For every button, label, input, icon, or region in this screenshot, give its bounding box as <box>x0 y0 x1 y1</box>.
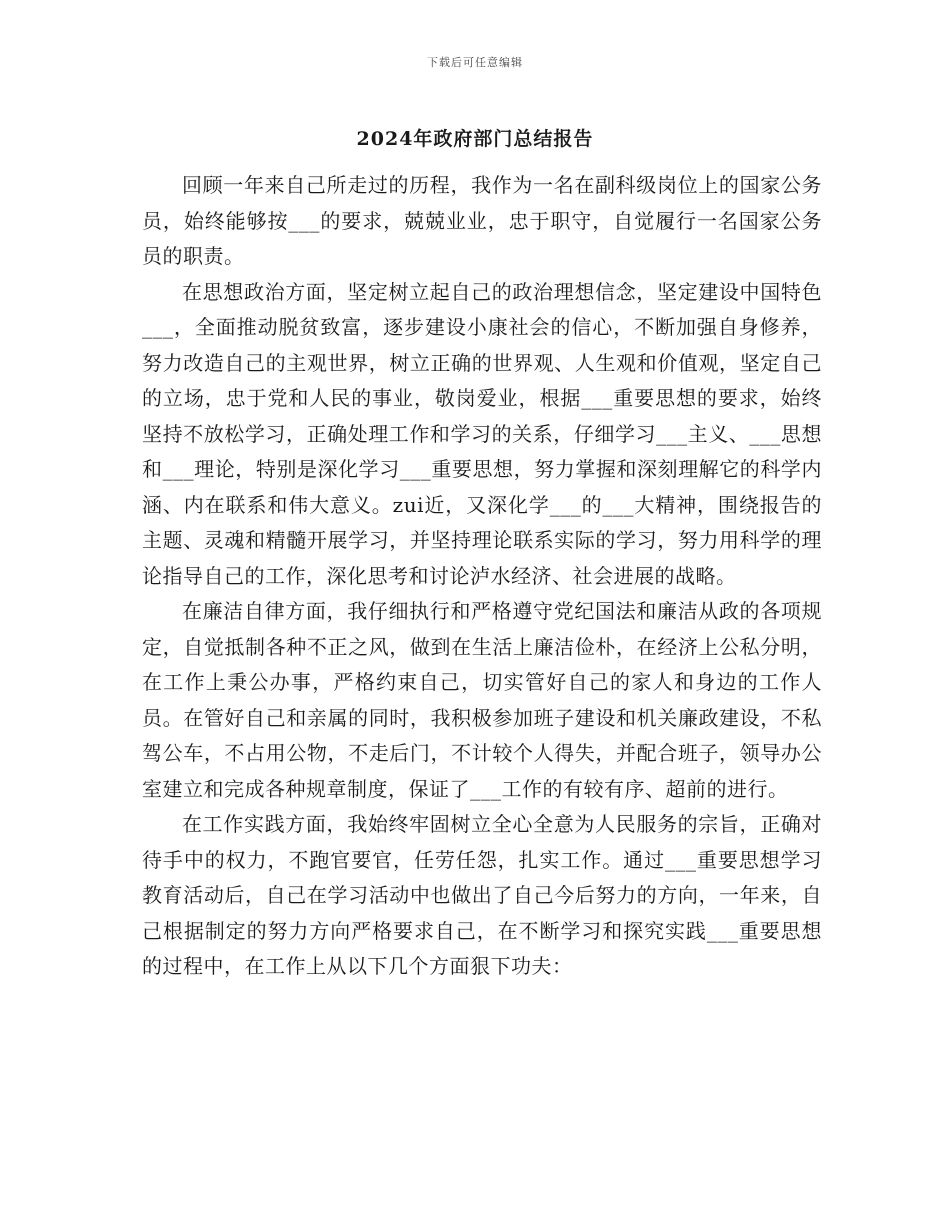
document-title: 2024年政府部门总结报告 <box>356 128 594 150</box>
paragraph-political-thought: 在思想政治方面，坚定树立起自己的政治理想信念，坚定建设中国特色___，全面推动脱贫致富，逐步建设小康社会的信心，不断加强自身修养，努力改造自己的主观世界，树立正确的世界观、人生观和价值观，坚定自己的立场，忠于党和人民的事业，敬岗爱业，根据___重要思想的要求，始终坚持不放松学习，正确处理工作和学习的关系，仔细学习___主义、___思想和___理论，特别是深化学习___重要思想，努力掌握和深刻理解它的科学内涵、内在联系和伟大意义。zui近，又深化学___的___大精神，围绕报告的主题、灵魂和精髓开展学习，并坚持理论联系实际的学习，努力用科学的理论指导自己的工作，深化思考和讨论泸水经济、社会进展的战略。 <box>142 279 822 588</box>
paragraph-integrity-discipline: 在廉洁自律方面，我仔细执行和严格遵守党纪国法和廉洁从政的各项规定，自觉抵制各种不正之风，做到在生活上廉洁俭朴，在经济上公私分明，在工作上秉公办事，严格约束自己，切实管好自己的家人和身边的工作人员。在管好自己和亲属的同时，我积极参加班子建设和机关廉政建设，不私驾公车，不占用公物，不走后门，不计较个人得失，并配合班子，领导办公室建立和完成各种规章制度，保证了___工作的有较有序、超前的进行。 <box>142 599 822 801</box>
paragraph-work-practice: 在工作实践方面，我始终牢固树立全心全意为人民服务的宗旨，正确对待手中的权力，不跑官要官，任劳任怨，扎实工作。通过___重要思想学习教育活动后，自己在学习活动中也做出了自己今后努力的方向，一年来，自己根据制定的努力方向严格要求自己，在不断学习和探究实践___重要思想的过程中，在工作上从以下几个方面狠下功夫： <box>142 812 822 978</box>
document-body <box>142 168 822 985</box>
paragraph-review: 回顾一年来自己所走过的历程，我作为一名在副科级岗位上的国家公务员，始终能够按___的要求，兢兢业业，忠于职守，自觉履行一名国家公务员的职责。 <box>142 173 822 268</box>
page-header-note: 下载后可任意编辑 <box>427 56 523 69</box>
